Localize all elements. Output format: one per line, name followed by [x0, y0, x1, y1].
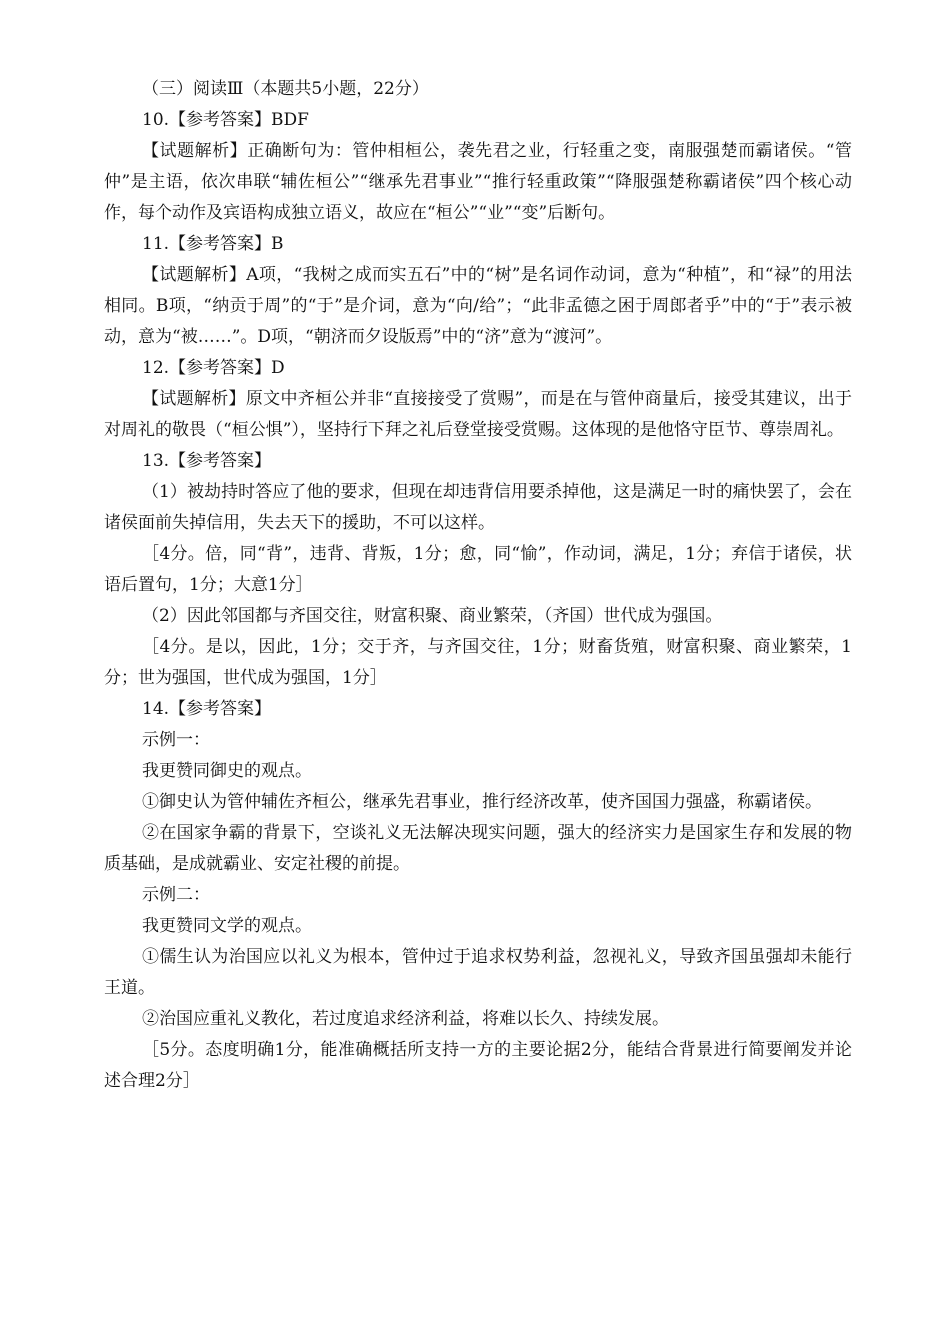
q10-analysis: 【试题解析】正确断句为：管仲相桓公，袭先君之业，行轻重之变，南服强楚而霸诸侯。“管仲”是主语，依次串联“辅佐桓公”“继承先君事业”“推行轻重政策”“降服强楚称霸诸侯”四个核心动作，每个动作及宾语构成独立语义，故应在“桓公”“业”“变”后断句。	[104, 141, 852, 223]
section-title: （三）阅读Ⅲ（本题共5小题，22分）	[142, 79, 429, 99]
q14-answer: 14.【参考答案】	[142, 699, 272, 719]
q13-part1: （1）被劫持时答应了他的要求，但现在却违背信用要杀掉他，这是满足一时的痛快罢了，会在诸侯面前失掉信用，失去天下的援助，不可以这样。	[104, 482, 852, 533]
q14-example1-point1: ①御史认为管仲辅佐齐桓公，继承先君事业，推行经济改革，使齐国国力强盛，称霸诸侯。	[142, 792, 822, 812]
q13-answer: 13.【参考答案】	[142, 451, 272, 471]
q13-score1: ［4分。倍，同“背”，违背、背叛，1分；愈，同“愉”，作动词，满足，1分；弃信于诸侯，状语后置句，1分；大意1分］	[104, 544, 852, 595]
q14-score: ［5分。态度明确1分，能准确概括所支持一方的主要论据2分，能结合背景进行简要阐发并论述合理2分］	[104, 1040, 852, 1091]
q14-example1-point2: ②在国家争霸的背景下，空谈礼义无法解决现实问题，强大的经济实力是国家生存和发展的物质基础，是成就霸业、安定社稷的前提。	[104, 823, 852, 874]
q13-score2: ［4分。是以，因此，1分；交于齐，与齐国交往，1分；财畜货殖，财富积聚、商业繁荣，1分；世为强国，世代成为强国，1分］	[104, 637, 852, 688]
q14-example2-label: 示例二：	[142, 885, 210, 905]
q14-example2-point1: ①儒生认为治国应以礼义为根本，管仲过于追求权势利益，忽视礼义，导致齐国虽强却未能行王道。	[104, 947, 852, 998]
q11-answer: 11.【参考答案】B	[142, 234, 284, 254]
q13-part2: （2）因此邻国都与齐国交往，财富积聚、商业繁荣，（齐国）世代成为强国。	[142, 606, 723, 626]
q14-example2-point2: ②治国应重礼义教化，若过度追求经济利益，将难以长久、持续发展。	[142, 1009, 669, 1029]
q14-example2-view: 我更赞同文学的观点。	[142, 916, 312, 936]
q11-analysis: 【试题解析】A项，“我树之成而实五石”中的“树”是名词作动词，意为“种植”，和“禄”的用法相同。B项，“纳贡于周”的“于”是介词，意为“向/给”；“此非孟德之困于周郎者乎”中的“于”表示被动，意为“被……”。D项，“朝济而夕设版焉”中的“济”意为“渡河”。	[104, 265, 852, 347]
answer-content	[104, 74, 852, 1097]
q10-answer: 10.【参考答案】BDF	[142, 110, 309, 130]
q12-analysis: 【试题解析】原文中齐桓公并非“直接接受了赏赐”，而是在与管仲商量后，接受其建议，出于对周礼的敬畏（“桓公惧”），坚持行下拜之礼后登堂接受赏赐。这体现的是他恪守臣节、尊崇周礼。	[104, 389, 852, 440]
q14-example1-view: 我更赞同御史的观点。	[142, 761, 312, 781]
q14-example1-label: 示例一：	[142, 730, 210, 750]
q12-answer: 12.【参考答案】D	[142, 358, 285, 378]
